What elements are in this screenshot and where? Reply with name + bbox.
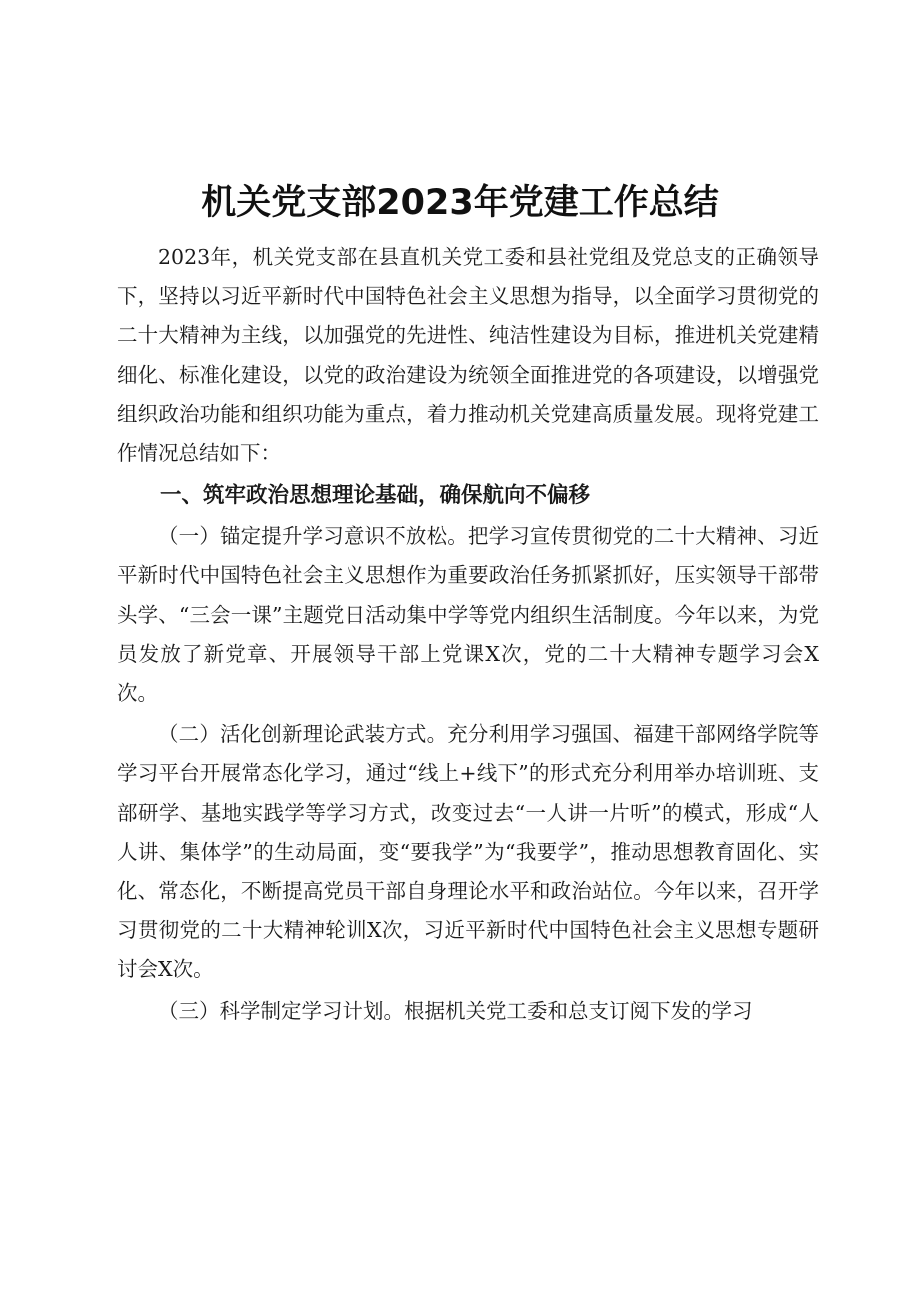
paragraph-2: （二）活化创新理论武装方式。充分利用学习强国、福建干部网络学院等学习平台开展常态化学习，通过“线上+线下”的形式充分利用举办培训班、支部研学、基地实践学等学习方式，改变过去“一人讲一片听”的模式，形成“人人讲、集体学”的生动局面，变“要我学”为“我要学”，推动思想教育固化、实化、常态化，不断提高党员干部自身理论水平和政治站位。今年以来，召开学习贯彻党的二十大精神轮训X次，习近平新时代中国特色社会主义思想专题研讨会X次。 — [117, 722, 819, 982]
intro-paragraph: 2023年，机关党支部在县直机关党工委和县社党组及党总支的正确领导下，坚持以习近平新时代中国特色社会主义思想为指导，以全面学习贯彻党的二十大精神为主线，以加强党的先进性、纯洁性建设为目标，推进机关党建精细化、标准化建设，以党的政治建设为统领全面推进党的各项建设，以增强党组织政治功能和组织功能为重点，着力推动机关党建高质量发展。现将党建工作情况总结如下： — [117, 245, 819, 466]
paragraph-3: （三）科学制定学习计划。根据机关党工委和总支订阅下发的学习 — [158, 998, 753, 1023]
document-body — [117, 238, 819, 1033]
section-heading-1: 一、筑牢政治思想理论基础，确保航向不偏移 — [160, 483, 591, 509]
paragraph-1: （一）锚定提升学习意识不放松。把学习宣传贯彻党的二十大精神、习近平新时代中国特色社会主义思想作为重要政治任务抓紧抓好，压实领导干部带头学、“三会一课”主题党日活动集中学等党内组织生活制度。今年以来，为党员发放了新党章、开展领导干部上党课X次，党的二十大精神专题学习会X次。 — [117, 524, 819, 706]
document-title: 机关党支部2023年党建工作总结 — [201, 183, 719, 223]
